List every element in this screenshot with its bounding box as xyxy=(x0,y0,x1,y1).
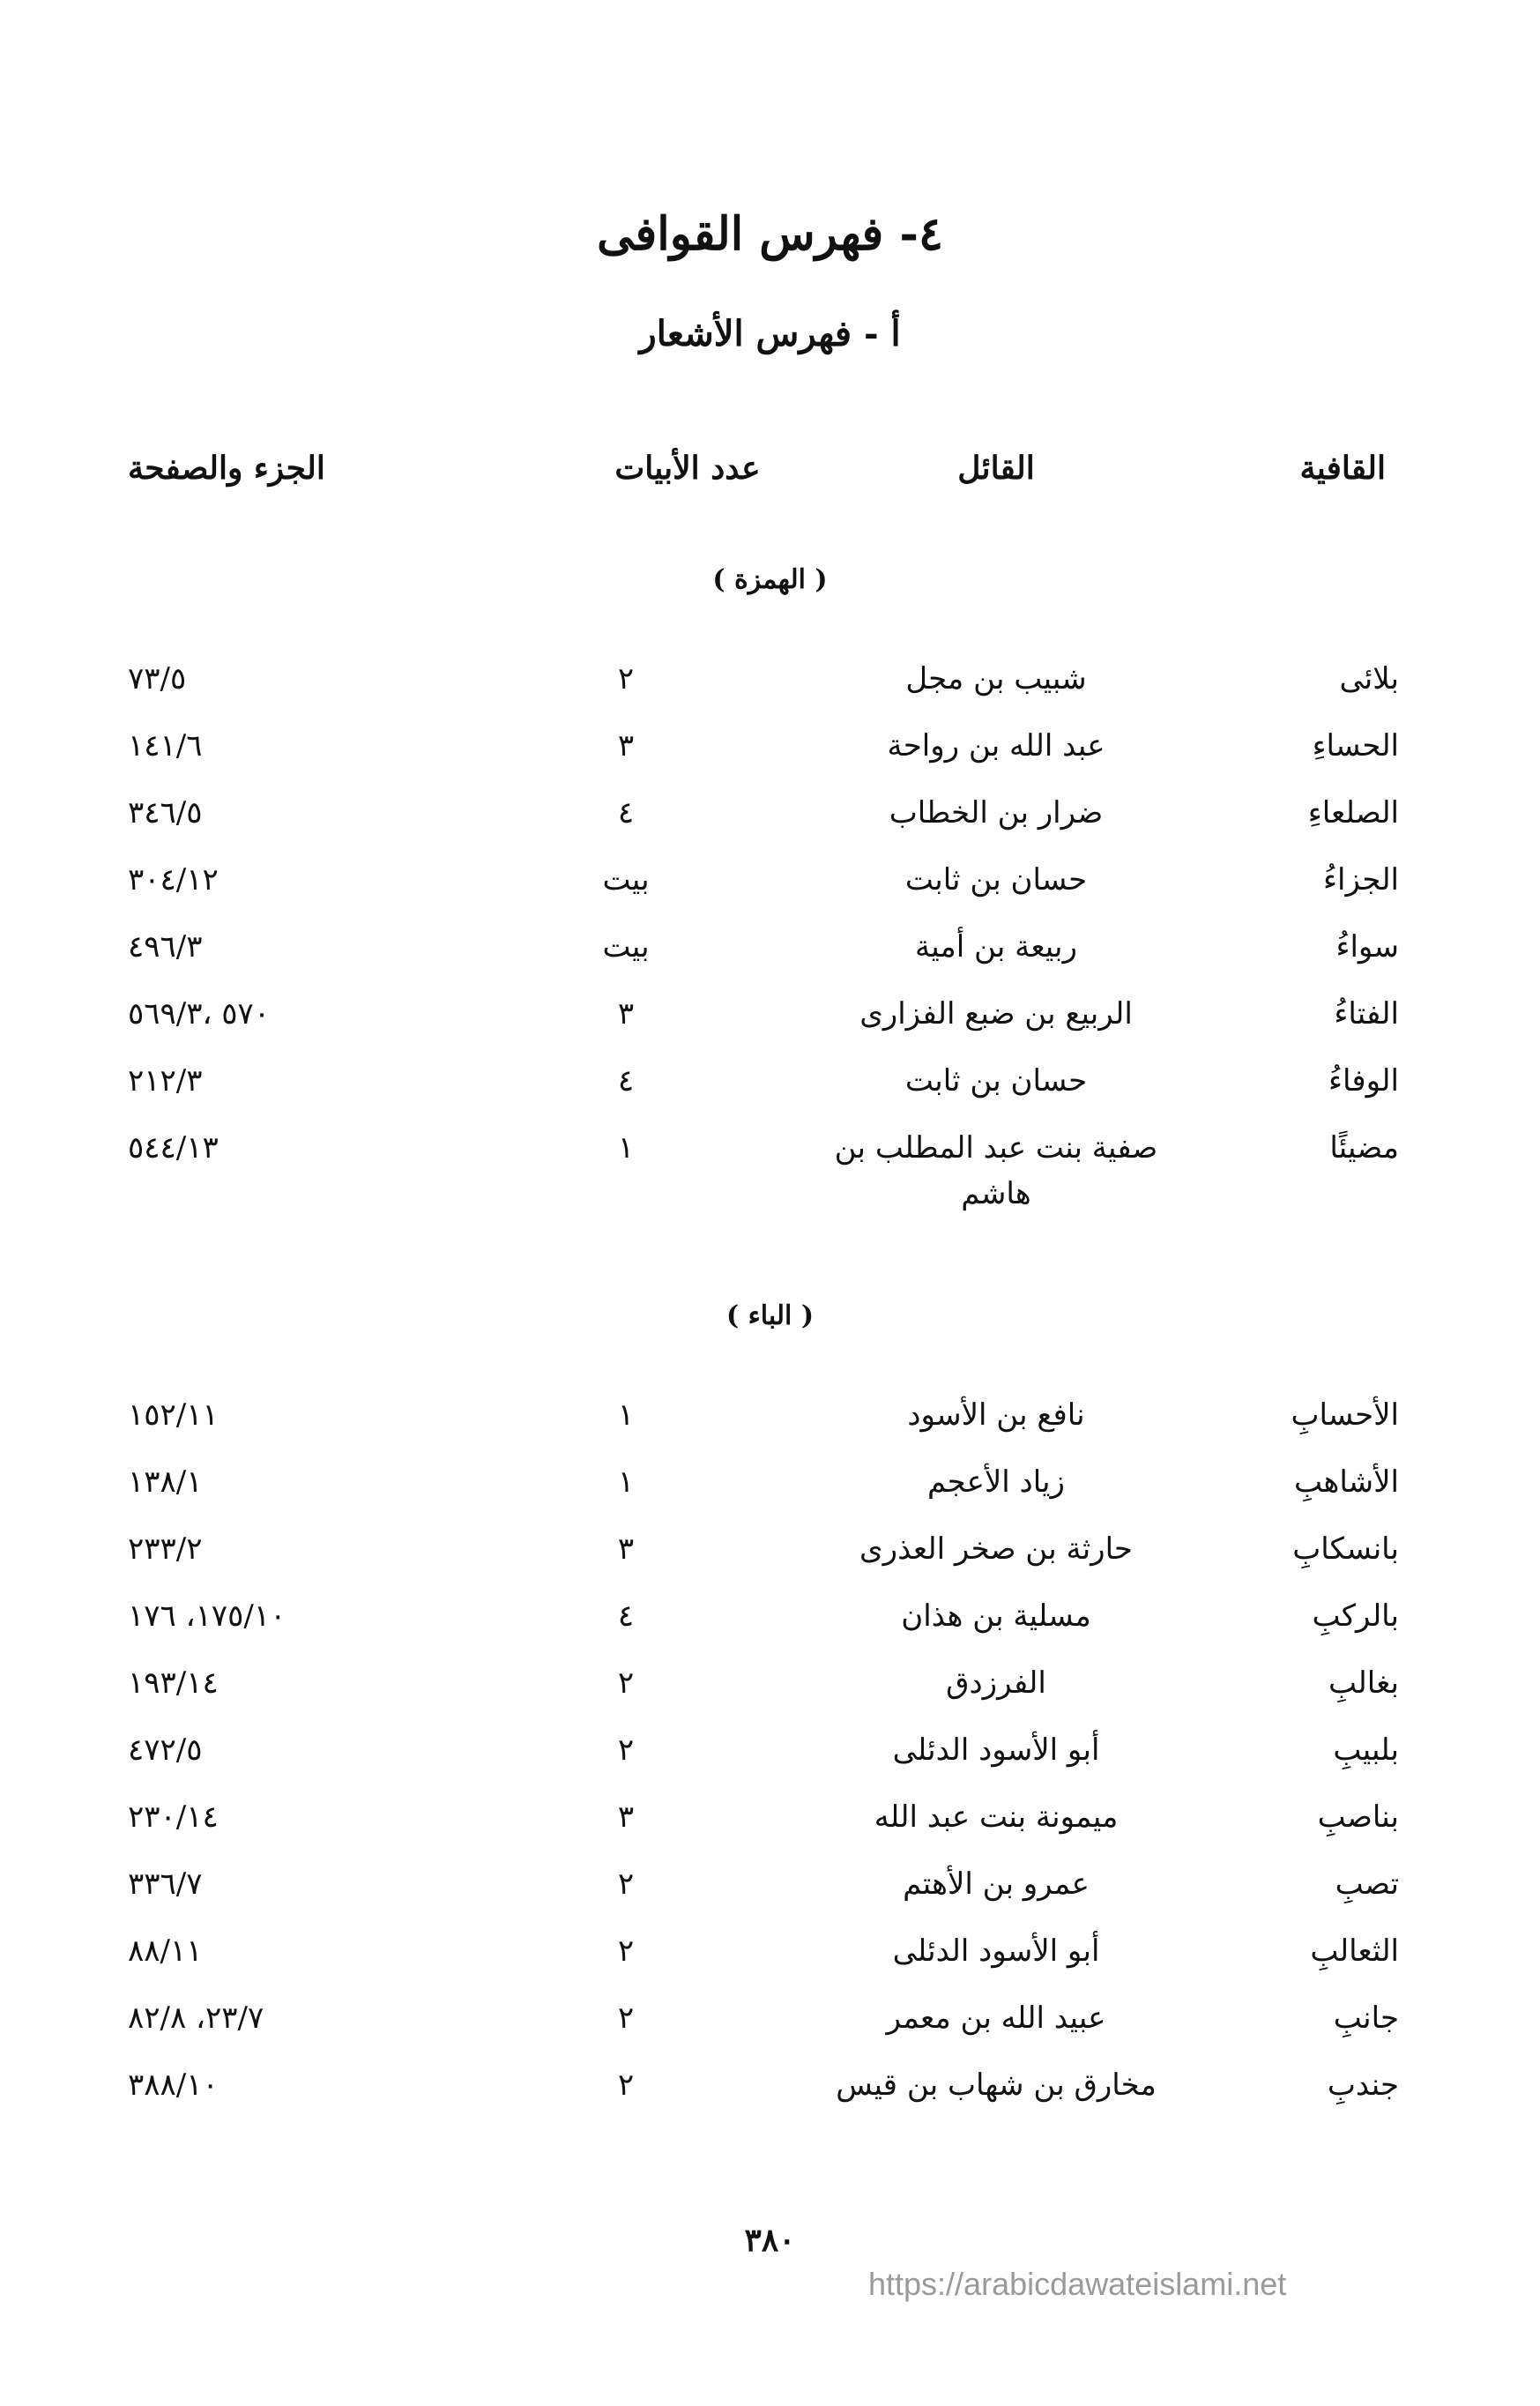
cell-page: ٢٣٠/١٤ xyxy=(128,1799,219,1835)
cell-count: ٤ xyxy=(617,795,635,831)
cell-count: ٣ xyxy=(617,728,635,764)
cell-count: ٣ xyxy=(617,1799,635,1835)
cell-page: ٨٨/١١ xyxy=(128,1933,203,1969)
table-row xyxy=(0,728,1540,790)
cell-qafiya: الأحسابِ xyxy=(1291,1397,1399,1433)
cell-qafiya: بانسكابِ xyxy=(1292,1531,1399,1567)
table-row xyxy=(0,2000,1540,2062)
cell-count: ٢ xyxy=(617,1866,635,1902)
cell-qafiya: بلائى xyxy=(1339,661,1399,696)
table-row xyxy=(0,2067,1540,2129)
cell-qafiya: الصلعاءِ xyxy=(1307,795,1399,831)
table-row xyxy=(0,1397,1540,1459)
cell-qail: أبو الأسود الدئلى xyxy=(892,1933,1100,1969)
cell-qail: عبد الله بن رواحة xyxy=(887,728,1105,764)
cell-qail: مسلية بن هذان xyxy=(901,1598,1091,1634)
cell-qail: ميمونة بنت عبد الله xyxy=(874,1799,1119,1835)
table-row xyxy=(0,1799,1540,1861)
cell-page: ١٩٣/١٤ xyxy=(128,1665,219,1701)
cell-qail: الفرزدق xyxy=(946,1665,1046,1701)
cell-qail: مخارق بن شهاب بن قيس xyxy=(836,2067,1157,2103)
cell-count: ٢ xyxy=(617,1732,635,1768)
cell-page: ١٣٨/١ xyxy=(128,1464,203,1500)
table-row xyxy=(0,1665,1540,1727)
cell-page: ١٥٢/١١ xyxy=(128,1397,219,1433)
header-qail: القائل xyxy=(957,450,1035,487)
cell-qafiya: جندبِ xyxy=(1327,2067,1399,2103)
table-row xyxy=(0,1732,1540,1794)
cell-count: ٣ xyxy=(617,996,635,1032)
table-row xyxy=(0,1464,1540,1526)
cell-page: ٣٨٨/١٠ xyxy=(128,2067,219,2103)
cell-qail: حسان بن ثابت xyxy=(904,1063,1088,1099)
cell-page: ١٤١/٦ xyxy=(128,728,203,764)
cell-page: ٥٧٠ ،٥٦٩/٣ xyxy=(128,996,271,1032)
cell-qail: صفية بنت عبد المطلب بن xyxy=(834,1130,1158,1166)
cell-qail: الربيع بن ضبع الفزارى xyxy=(859,996,1133,1032)
cell-count: ٢ xyxy=(617,1933,635,1969)
cell-qafiya: سواءُ xyxy=(1335,929,1399,965)
cell-qafiya: الثعالبِ xyxy=(1310,1933,1399,1969)
cell-page: ٥٤٤/١٣ xyxy=(128,1130,219,1166)
section-title-hamza: ( الهمزة ) xyxy=(712,564,828,595)
cell-qafiya: الوفاءُ xyxy=(1328,1063,1399,1099)
cell-page: ٢٣/٧، ٨٢/٨ xyxy=(128,2000,264,2036)
page-subtitle: أ - فهرس الأشعار xyxy=(639,313,901,354)
cell-qafiya: بالركبِ xyxy=(1312,1598,1399,1634)
cell-qafiya: بغالبِ xyxy=(1328,1665,1399,1701)
cell-count: ٤ xyxy=(617,1063,635,1099)
cell-count: ٢ xyxy=(617,2000,635,2036)
table-row xyxy=(0,661,1540,723)
section-title-baa: ( الباء ) xyxy=(725,1300,815,1331)
cell-count: ٣ xyxy=(617,1531,635,1567)
cell-qafiya: مضيئًا xyxy=(1329,1130,1399,1166)
table-row xyxy=(0,1933,1540,1995)
cell-count: ٢ xyxy=(617,661,635,696)
watermark-url: https://arabicdawateislami.net xyxy=(868,2266,1287,2302)
cell-count: ١ xyxy=(617,1464,635,1500)
table-row xyxy=(0,996,1540,1058)
cell-page: ٤٩٦/٣ xyxy=(128,929,203,965)
cell-qafiya: الفتاءُ xyxy=(1334,996,1399,1032)
cell-qafiya: جانبِ xyxy=(1333,2000,1399,2036)
cell-qafiya: تصبِ xyxy=(1335,1866,1399,1902)
cell-page: ٣٠٤/١٢ xyxy=(128,862,219,898)
cell-qail: نافع بن الأسود xyxy=(907,1397,1085,1433)
table-row xyxy=(0,1598,1540,1660)
cell-qail-continuation: هاشم xyxy=(961,1176,1031,1211)
cell-qail: أبو الأسود الدئلى xyxy=(892,1732,1100,1768)
cell-count: بيت xyxy=(602,862,650,898)
cell-qail: شبيب بن مجل xyxy=(905,661,1087,696)
table-row xyxy=(0,795,1540,857)
cell-page: ٢٣٣/٢ xyxy=(128,1531,203,1567)
cell-qail: ربيعة بن أمية xyxy=(915,929,1077,965)
cell-count: بيت xyxy=(602,929,650,965)
cell-qail: عمرو بن الأهتم xyxy=(903,1866,1090,1902)
cell-page: ٢١٢/٣ xyxy=(128,1063,203,1099)
cell-page: ٤٧٢/٥ xyxy=(128,1732,203,1768)
cell-qafiya: بناصبِ xyxy=(1317,1799,1399,1835)
table-row xyxy=(0,1130,1540,1245)
cell-page: ٧٣/٥ xyxy=(128,661,187,696)
cell-page: ٣٤٦/٥ xyxy=(128,795,203,831)
cell-qafiya: الحساءِ xyxy=(1312,728,1399,764)
table-row xyxy=(0,1866,1540,1928)
cell-page: ١٧٥/١٠، ١٧٦ xyxy=(128,1598,286,1634)
table-row xyxy=(0,862,1540,924)
page-number: ٣٨٠ xyxy=(744,2222,796,2259)
header-qafiya: القافية xyxy=(1299,450,1386,487)
cell-qafiya: بلبيبِ xyxy=(1333,1732,1399,1768)
table-row xyxy=(0,1063,1540,1125)
cell-qail: عبيد الله بن معمر xyxy=(886,2000,1106,2036)
header-count: عدد الأبيات xyxy=(614,450,761,487)
cell-qail: حارثة بن صخر العذرى xyxy=(859,1531,1133,1567)
cell-qail: ضرار بن الخطاب xyxy=(889,795,1104,831)
page-title: ٤- فهرس القوافى xyxy=(597,207,943,261)
cell-qafiya: الجزاءُ xyxy=(1323,862,1399,898)
cell-qail: حسان بن ثابت xyxy=(904,862,1088,898)
cell-count: ٢ xyxy=(617,1665,635,1701)
table-row xyxy=(0,929,1540,991)
cell-count: ٤ xyxy=(617,1598,635,1634)
header-page: الجزء والصفحة xyxy=(128,450,325,487)
cell-count: ١ xyxy=(617,1397,635,1433)
cell-qafiya: الأشاهبِ xyxy=(1294,1464,1399,1500)
cell-count: ٢ xyxy=(617,2067,635,2103)
cell-count: ١ xyxy=(617,1130,635,1166)
cell-qail: زياد الأعجم xyxy=(927,1464,1065,1500)
cell-page: ٣٣٦/٧ xyxy=(128,1866,203,1902)
table-row xyxy=(0,1531,1540,1593)
